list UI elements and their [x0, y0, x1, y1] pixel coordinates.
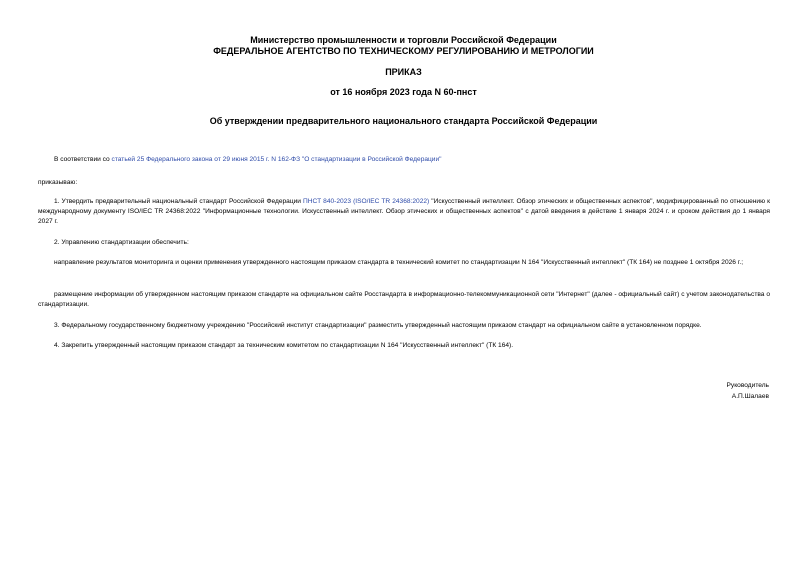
standard-link[interactable]: ПНСТ 840-2023 (ISO/IEC TR 24368:2022): [303, 198, 430, 205]
item-1-prefix: 1. Утвердить предварительный национальный стандарт Российской Федерации: [54, 198, 304, 205]
item-1-suffix: "Искусственный интеллект. Обзор этических и общественных аспектов", модифицированный по отношению к международному документу ISO/IEC TR 24368:2022 "Информационные технологии. Искусственный интеллект. Обзор этических и общественных аспектов" с датой введения в действие 1 января 2024 г. и сроком действия до 1 января 2027 г.: [38, 198, 770, 225]
item-2-paragraph: 2. Управлению стандартизации обеспечить:: [54, 239, 189, 246]
document-type: ПРИКАЗ: [385, 67, 422, 77]
item-2b-paragraph: размещение информации об утвержденном настоящим приказом стандарте на официальном сайте Росстандарта в информационно-телекоммуникационной сети "Интернет" (далее - официальный сайт) с учетом законодательства о стандартизации.: [38, 291, 770, 308]
intro-prefix: В соответствии со: [54, 156, 112, 163]
ministry-name: Министерство промышленности и торговли Российской Федерации: [250, 35, 557, 45]
order-word: приказываю:: [38, 179, 78, 186]
federal-law-link[interactable]: статьей 25 Федерального закона от 29 июня 2015 г. N 162-ФЗ "О стандартизации в Российской Федерации": [111, 156, 442, 163]
item-4-paragraph: 4. Закрепить утвержденный настоящим приказом стандарт за техническим комитетом по стандартизации N 164 "Искусственный интеллект" (ТК 164).: [54, 342, 514, 349]
intro-paragraph: [38, 155, 770, 165]
document-title: Об утверждении предварительного национального стандарта Российской Федерации: [209, 116, 598, 126]
agency-name: ФЕДЕРАЛЬНОЕ АГЕНТСТВО ПО ТЕХНИЧЕСКОМУ РЕГУЛИРОВАНИЮ И МЕТРОЛОГИИ: [213, 46, 594, 56]
item-1-paragraph: [38, 197, 770, 227]
signature-name: А.П.Шалаев: [731, 393, 769, 400]
signature-position: Руководитель: [726, 382, 769, 389]
item-3-paragraph: 3. Федеральному государственному бюджетному учреждению "Российский институт стандартизации" разместить утвержденный настоящим приказом стандарт на официальном сайте в установленном порядке.: [54, 322, 702, 329]
item-2a-paragraph: направление результатов мониторинга и оценки применения утвержденного настоящим приказом стандарта в технический комитет по стандартизации N 164 "Искусственный интеллект" (ТК 164) не позднее 1 октября 2026 г.;: [54, 259, 744, 266]
document-date-number: от 16 ноября 2023 года N 60-пнст: [330, 87, 477, 97]
